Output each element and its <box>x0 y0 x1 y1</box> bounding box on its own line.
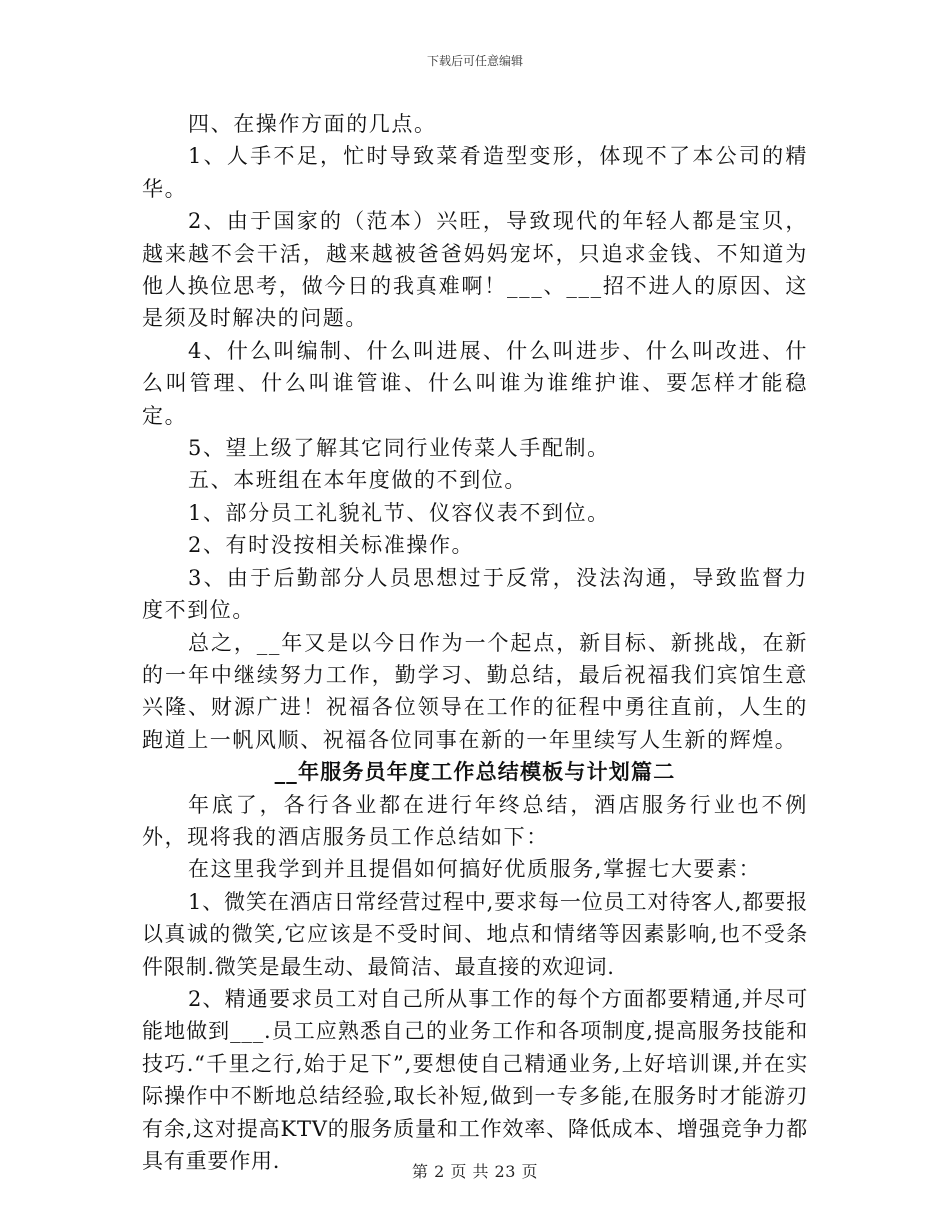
paragraph: 3、由于后勤部分人员思想过于反常，没法沟通，导致监督力度不到位。 <box>142 565 808 623</box>
paragraph: 4、什么叫编制、什么叫进展、什么叫进步、什么叫改进、什么叫管理、什么叫谁管谁、什么叫谁为谁维护谁、要怎样才能稳定。 <box>142 338 808 428</box>
paragraph: 年底了，各行各业都在进行年终总结，酒店服务行业也不例外，现将我的酒店服务员工作总结如下： <box>142 792 808 849</box>
header-note: 下载后可任意编辑 <box>426 54 523 68</box>
paragraph: 1、微笑在酒店日常经营过程中,要求每一位员工对待客人,都要报以真诚的微笑,它应该是不受时间、地点和情绪等因素影响,也不受条件限制.微笑是最生动、最简洁、最直接的欢迎词. <box>142 889 808 979</box>
paragraph: 2、精通要求员工对自己所从事工作的每个方面都要精通,并尽可能地做到___.员工应熟悉自己的业务工作和各项制度,提高服务技能和技巧.“千里之行,始于足下”,要想使自己精通业务,上好培训课,并在实际操作中不断地总结经验,取长补短,做到一专多能,在服务时才能游刃有余,这对提高KTV的服务质量和工作效率、降低成本、增强竞争力都具有重要作用. <box>142 986 808 1173</box>
paragraph: 四、在操作方面的几点。 <box>188 112 437 136</box>
paragraph: 2、有时没按相关标准操作。 <box>188 533 475 558</box>
paragraph: 1、人手不足，忙时导致菜肴造型变形，体现不了本公司的精华。 <box>142 144 808 201</box>
paragraph: 五、本班组在本年度做的不到位。 <box>188 468 527 493</box>
section-heading: __年服务员年度工作总结模板与计划篇二 <box>274 759 676 785</box>
page-number: 第 2 页 共 23 页 <box>412 1162 538 1181</box>
paragraph: 在这里我学到并且提倡如何搞好优质服务,掌握七大要素： <box>188 857 762 882</box>
document-body <box>142 108 808 1177</box>
paragraph: 1、部分员工礼貌礼节、仪容仪表不到位。 <box>188 500 610 525</box>
paragraph: 总之，__年又是以今日作为一个起点，新目标、新挑战，在新的一年中继续努力工作，勤学习、勤总结，最后祝福我们宾馆生意兴隆、财源广进！祝福各位领导在工作的征程中勇往直前，人生的跑道上一帆风顺、祝福各位同事在新的一年里续写人生新的辉煌。 <box>142 630 808 752</box>
paragraph: 5、望上级了解其它同行业传菜人手配制。 <box>188 436 610 461</box>
paragraph: 2、由于国家的（范本）兴旺，导致现代的年轻人都是宝贝，越来越不会干活，越来越被爸爸妈妈宠坏，只追求金钱、不知道为他人换位思考，做今日的我真难啊！___、___招不进人的原因、这是须及时解决的问题。 <box>142 209 808 331</box>
